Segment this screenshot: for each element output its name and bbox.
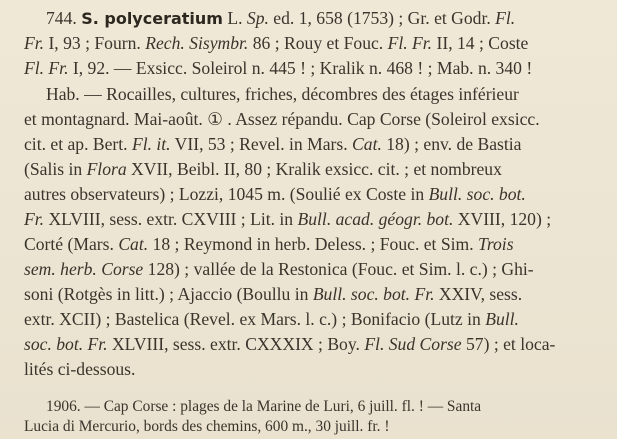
text-segment: 57) ; et loca- — [461, 334, 556, 354]
italic-citation: Fr. — [24, 209, 45, 229]
text-segment: Corté (Mars. — [24, 234, 119, 254]
text-segment: I, 93 ; Fourn. — [44, 33, 146, 53]
habitat-line — [46, 82, 519, 106]
text-line — [24, 31, 528, 55]
italic-citation: Cat. — [352, 134, 382, 154]
text-segment: VII, 53 ; Revel. in Mars. — [170, 134, 353, 154]
text-segment: II, 14 ; Coste — [432, 33, 529, 53]
entry-number: 744. — [46, 8, 77, 28]
species-name: S. polyceratium — [81, 9, 223, 28]
italic-citation: Bull. acad. géogr. bot. — [297, 209, 454, 229]
italic-citation: Fr. — [24, 33, 45, 53]
text-line — [24, 257, 534, 281]
text-line — [24, 307, 519, 331]
text-line — [24, 56, 532, 80]
text-line — [24, 182, 526, 206]
italic-citation: sem. herb. Corse — [24, 259, 144, 279]
entry-header-line — [46, 6, 515, 31]
italic-citation: Fl. — [495, 8, 516, 28]
note-line — [46, 396, 481, 418]
text-segment: lités ci-dessous. — [24, 359, 136, 379]
text-segment: XLVIII, sess. extr. CXVIII ; Lit. in — [44, 209, 298, 229]
text-line — [24, 282, 522, 306]
text-segment: cit. et ap. Bert. — [24, 134, 132, 154]
italic-citation: Fl. Sud Corse — [364, 334, 462, 354]
italic-citation: Rech. Sisymbr. — [145, 33, 249, 53]
text-segment: XLVIII, sess. extr. CXXXIX ; Boy. — [107, 334, 365, 354]
text-line — [24, 232, 514, 256]
italic-citation: Trois — [478, 234, 514, 254]
text-segment: 18 ; Reymond in herb. Deless. ; Fouc. et Sim. — [148, 234, 478, 254]
italic-citation: Cat. — [118, 234, 149, 254]
text-segment: 1906. — Cap Corse : plages de la Marine de Luri, 6 juill. fl. ! — Santa — [46, 398, 482, 415]
note-line — [24, 416, 389, 438]
italic-citation: Fl. Fr. — [24, 58, 69, 78]
italic-citation: Fl. Fr. — [387, 33, 433, 53]
text-segment: Hab. — Rocailles, cultures, friches, décombres des étages inférieur — [46, 84, 519, 104]
italic-citation: Flora — [86, 159, 127, 179]
text-line — [24, 207, 551, 231]
text-segment: ed. 1, 658 (1753) ; Gr. et Godr. — [268, 8, 496, 28]
text-segment: 128) ; vallée de la Restonica (Fouc. et Sim. l. c.) ; Ghi- — [143, 259, 534, 279]
text-segment: I, 92. — Exsicc. Soleirol n. 445 ! ; Kralik n. 468 ! ; Mab. n. 340 ! — [68, 58, 533, 78]
text-line — [24, 132, 521, 156]
text-line — [24, 157, 502, 181]
text-segment: et montagnard. Mai-août. ① . Assez répandu. Cap Corse (Soleirol exsicc. — [24, 109, 540, 129]
text-segment: Lucia di Mercurio, bords des chemins, 600 m., 30 juill. fr. ! — [24, 418, 390, 435]
italic-citation: soc. bot. Fr. — [24, 334, 108, 354]
citation-text — [223, 8, 515, 28]
text-line — [24, 357, 135, 381]
text-segment: soni (Rotgès in litt.) ; Ajaccio (Boullu in — [24, 284, 313, 304]
text-segment: XXIV, sess. — [434, 284, 523, 304]
text-segment: 86 ; Rouy et Fouc. — [248, 33, 388, 53]
text-segment: XVII, Beibl. II, 80 ; Kralik exsicc. cit. ; et nombreux — [126, 159, 502, 179]
text-segment: L. — [222, 8, 247, 28]
text-segment: extr. XCII) ; Bastelica (Revel. ex Mars. l. c.) ; Bonifacio (Lutz in — [24, 309, 486, 329]
italic-citation: Bull. — [485, 309, 519, 329]
italic-citation: Sp. — [246, 8, 269, 28]
text-segment: autres observateurs) ; Lozzi, 1045 m. (Soulié ex Coste in — [24, 184, 429, 204]
italic-citation: Fl. it. — [131, 134, 171, 154]
text-line — [24, 332, 555, 356]
text-segment: XVIII, 120) ; — [453, 209, 552, 229]
italic-citation: Bull. soc. bot. Fr. — [312, 284, 435, 304]
italic-citation: Bull. soc. bot. — [428, 184, 526, 204]
text-segment: 18) ; env. de Bastia — [381, 134, 522, 154]
text-line — [24, 107, 540, 131]
text-segment: (Salis in — [24, 159, 87, 179]
